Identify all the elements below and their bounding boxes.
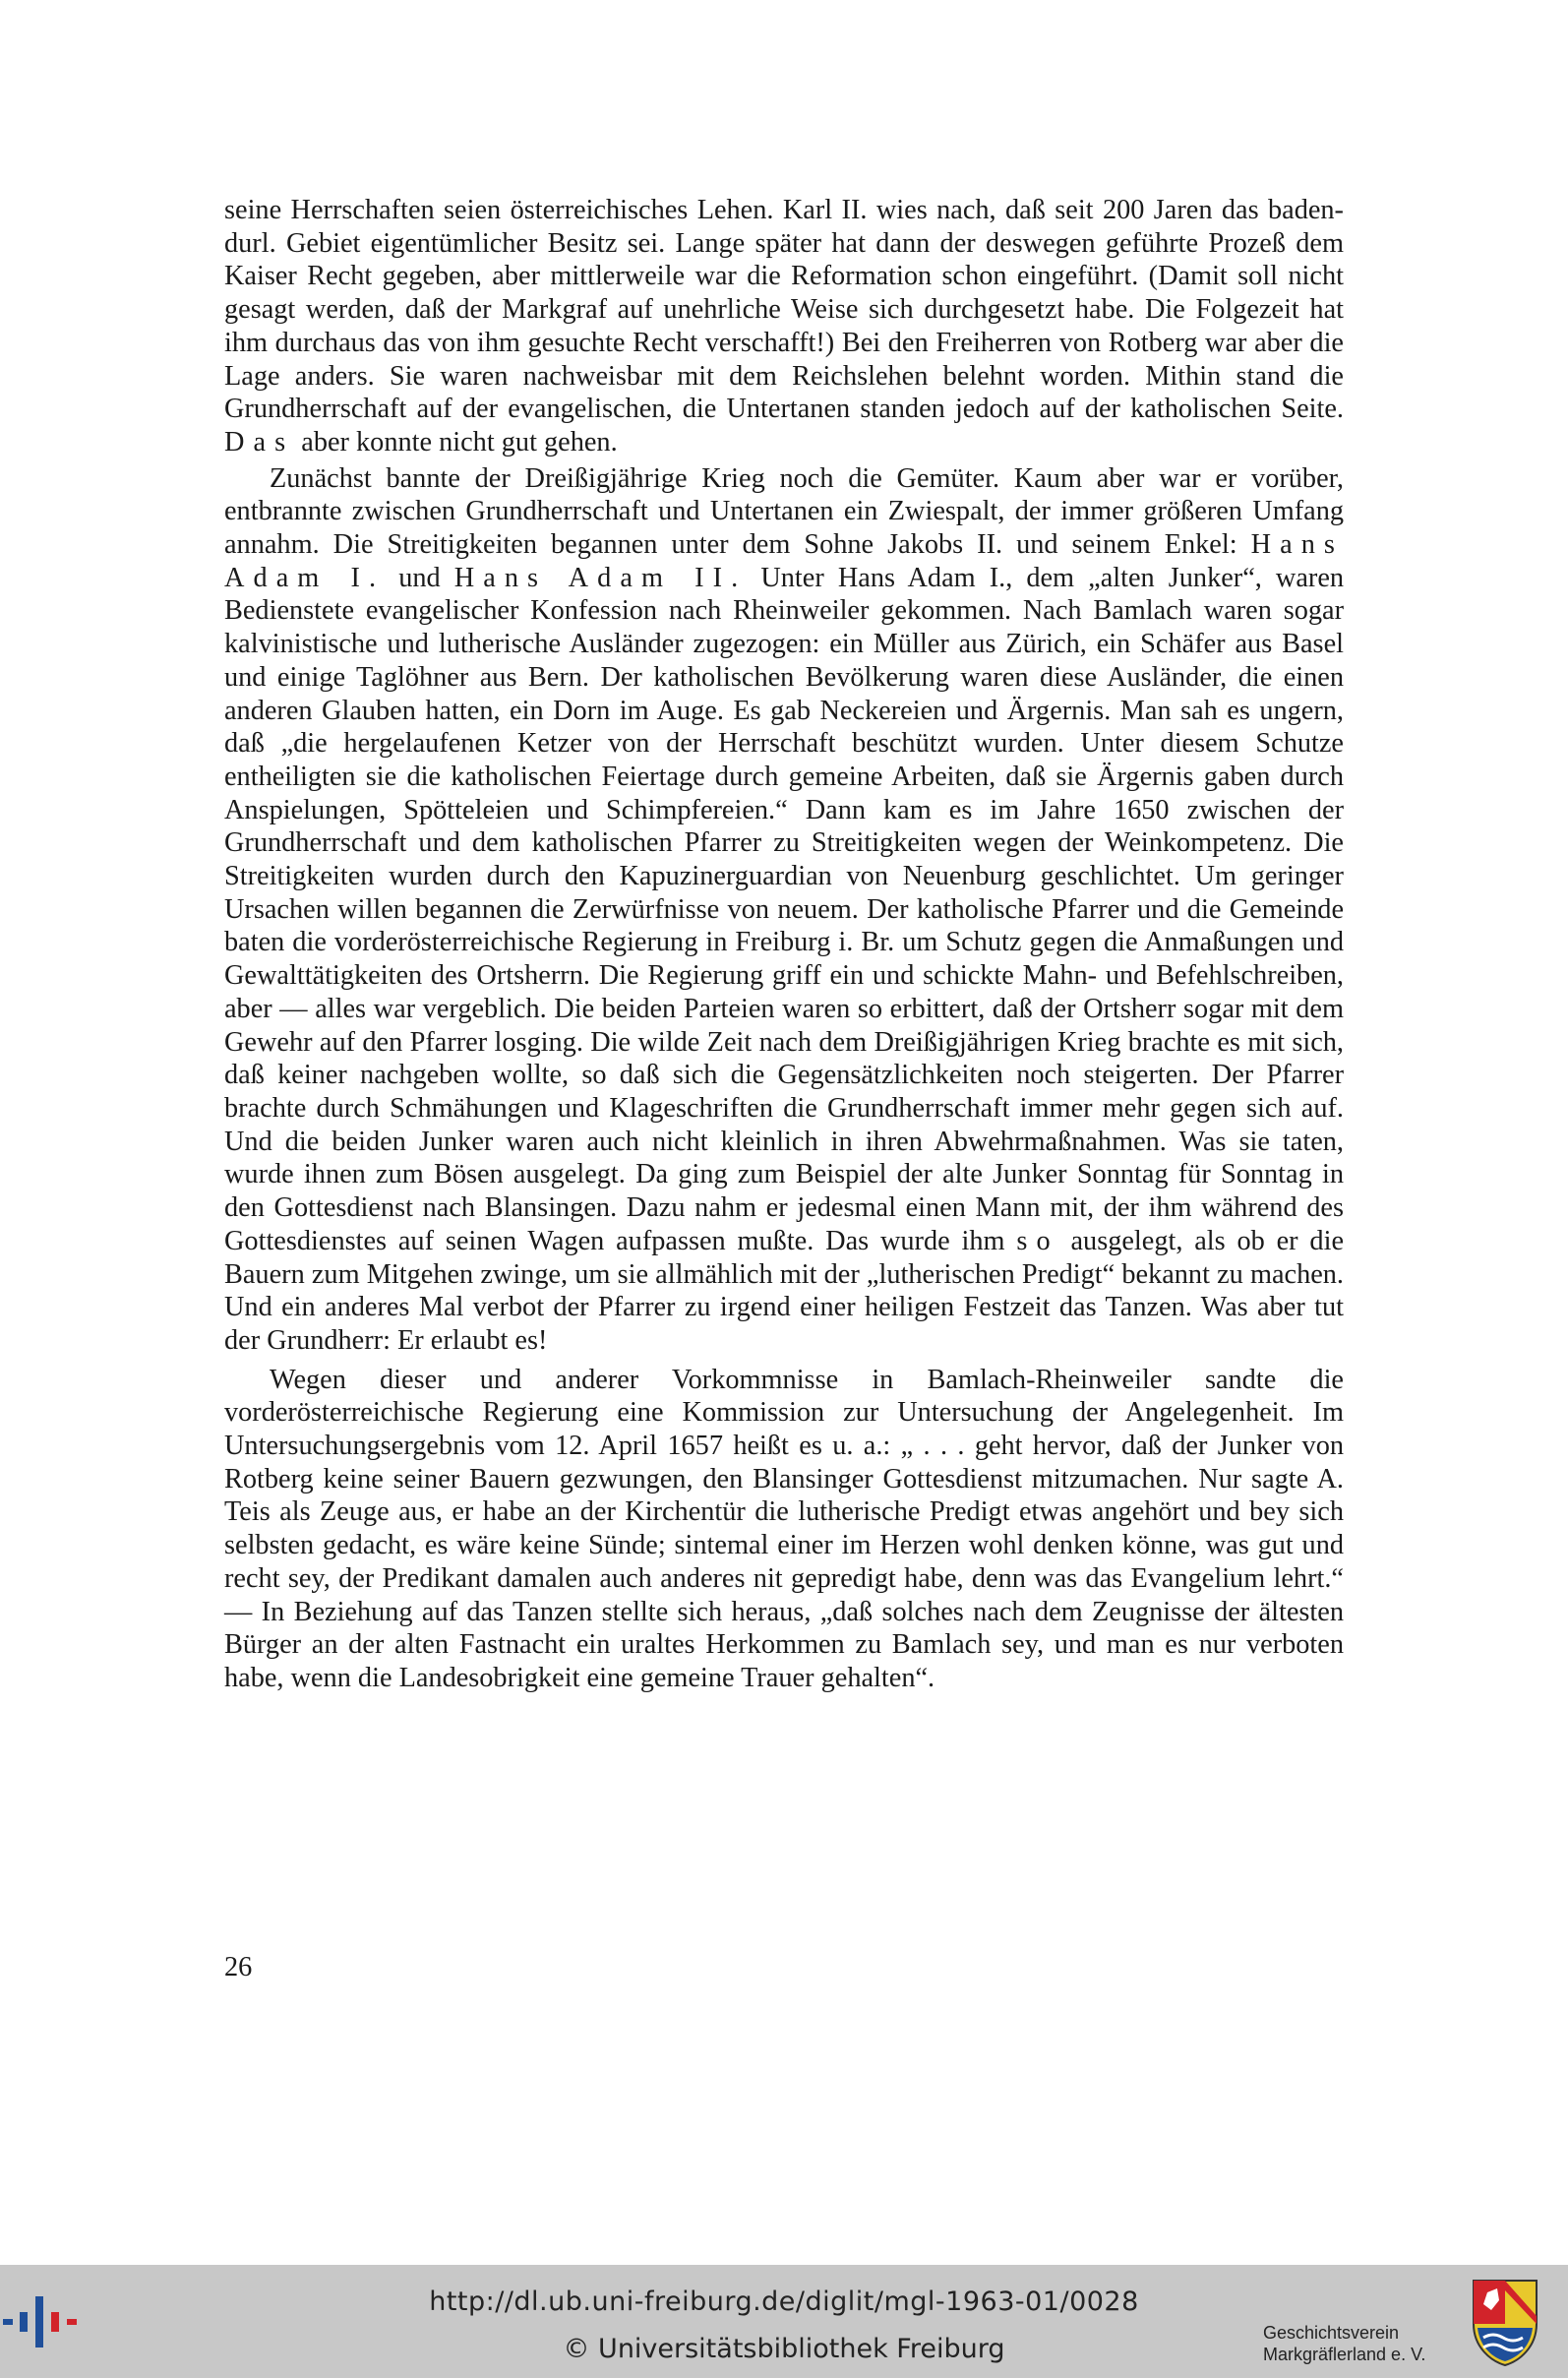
text-run: Wegen dieser und anderer Vorkommnisse in Bamlach-Rheinweiler sandte die vorderösterreichische Regierung eine Kommission zur Untersuchung der Angelegenheit. Im Untersuchungsergebnis vom 12. April 1657 heißt es u. a.: „ . . . geht hervor, daß der Junker von Rotberg keine seiner Bauern gezwungen, den Blansinger Gottesdienst mitzumachen. Nur sagte A. Teis als Zeuge aus, er habe an der Kirchentür die lutherische Predigt etwas angehört und bey sich selbsten gedacht, es wäre keine Sünde; sintemal einer im Herzen wohl denken könne, was gut und recht sey, der Predikant damalen auch anderes nit gepredigt habe, denn was das Evangelium lehrt.“ — In Beziehung auf das Tanzen stellte sich heraus, „daß solches nach dem Zeugnisse der ältesten Bürger an der alten Fastnacht ein uraltes Herkommen zu Bamlach sey, und man es nur verboten habe, wenn die Landesobrigkeit eine gemeine Trauer gehalten“. [224, 1364, 1344, 1693]
spaced-emphasis-text: Hans Adam I. [224, 529, 1344, 593]
text-run: ausgelegt, als ob er die Bauern zum Mitgehen zwinge, um sie allmählich mit der „lutherischen Predigt“ bekannt zu machen. Und ein anderes Mal verbot der Pfarrer zu irgend einer heiligen Festzeit das Tanzen. Was aber tut der Grundherr: Er erlaubt es! [224, 1225, 1345, 1356]
spaced-emphasis-text: Das [224, 426, 295, 457]
document-url[interactable]: http://dl.ub.uni-freiburg.de/diglit/mgl-1963-01/0028 [429, 2287, 1139, 2317]
paragraph [224, 194, 1344, 459]
text-run: seine Herrschaften seien österreichisches Lehen. Karl II. wies nach, daß seit 200 Jaren das baden-durl. Gebiet eigentümlicher Besitz sei. Lange später hat dann der deswegen geführte Prozeß dem Kaiser Recht gegeben, aber mittlerweile war die Reformation schon eingeführt. (Damit soll nicht gesagt werden, daß der Markgraf auf unehrliche Weise sich durchgesetzt habe. Die Folgezeit hat ihm durchaus das von ihm gesuchte Recht verschafft!) Bei den Freiherren von Rotberg war aber die Lage anders. Sie waren nachweisbar mit dem Reichslehen belehnt worden. Mithin stand die Grundherrschaft auf der evangelischen, die Untertanen standen jedoch auf der katholischen Seite. [224, 195, 1344, 425]
text-run: Zunächst bannte der Dreißigjährige Krieg noch die Gemüter. Kaum aber war er vorüber, entbrannte zwischen Grundherrschaft und Untertanen ein Zwiespalt, der immer größeren Umfang annahm. Die Streitigkeiten begannen unter dem Sohne Jakobs II. und seinem Enkel: [224, 462, 1344, 561]
spaced-emphasis-text: Hans Adam II. [453, 562, 748, 593]
paragraph [224, 1364, 1344, 1695]
text-run: und [385, 562, 454, 593]
publisher-line-2: Markgräflerland e. V. [1263, 2345, 1426, 2364]
copyright-notice: © Universitätsbibliothek Freiburg [563, 2334, 1005, 2364]
publisher-name [1263, 2322, 1425, 2365]
footer-bar [0, 2265, 1568, 2378]
coat-of-arms-icon [1470, 2277, 1540, 2367]
page-body [224, 194, 1344, 1701]
text-run: aber konnte nicht gut gehen. [294, 426, 618, 457]
page-number: 26 [224, 1952, 253, 1982]
paragraph [224, 462, 1344, 1358]
text-run: Unter Hans Adam I., dem „alten Junker“, waren Bedienstete evangelischer Konfession nach Rheinweiler gekommen. Nach Bamlach waren sogar kalvinistische und lutherische Ausländer zugezogen: ein Müller aus Zürich, ein Schäfer aus Basel und einige Taglöhner aus Bern. Der katholischen Bevölkerung waren diese Ausländer, die einen anderen Glauben hatten, ein Dorn im Auge. Es gab Neckereien und Ärgernis. Man sah es ungern, daß „die hergelaufenen Ketzer von der Herrschaft beschützt wurden. Unter diesem Schutze entheiligten sie die katholischen Feiertage durch gemeine Arbeiten, daß sie Ärgernis gaben durch Anspielungen, Spötteleien und Schimpfereien.“ Dann kam es im Jahre 1650 zwischen der Grundherrschaft und dem katholischen Pfarrer zu Streitigkeiten wegen der Weinkompetenz. Die Streitigkeiten wurden durch den Kapuzinerguardian von Neuenburg geschlichtet. Um geringer Ursachen willen begannen die Zerwürfnisse von neuem. Der katholische Pfarrer und die Gemeinde baten die vorderösterreichische Regierung in Freiburg i. Br. um Schutz gegen die Anmaßungen und Gewalttätigkeiten des Ortsherrn. Die Regierung griff ein und schickte Mahn- und Befehlschreiben, aber — alles war vergeblich. Die beiden Parteien waren so erbittert, daß der Ortsherr sogar mit dem Gewehr auf den Pfarrer losging. Die wilde Zeit nach dem Dreißigjährigen Krieg brachte es mit sich, daß keiner nachgeben wollte, so daß sich die Gegensätzlichkeiten noch steigerten. Der Pfarrer brachte durch Schmähungen und Klageschriften die Grundherrschaft immer mehr gegen sich auf. Und die beiden Junker waren auch nicht kleinlich in ihren Abwehrmaßnahmen. Was sie taten, wurde ihnen zum Bösen ausgelegt. Da ging zum Beispiel der alte Junker Sonntag für Sonntag in den Gottesdienst nach Blansingen. Dazu nahm er jedesmal einen Mann mit, der ihm während des Gottesdienstes auf seinen Wagen aufpassen mußte. Das wurde ihm [224, 562, 1345, 1256]
spaced-emphasis-text: so [1016, 1225, 1059, 1256]
publisher-line-1: Geschichtsverein [1263, 2323, 1400, 2343]
